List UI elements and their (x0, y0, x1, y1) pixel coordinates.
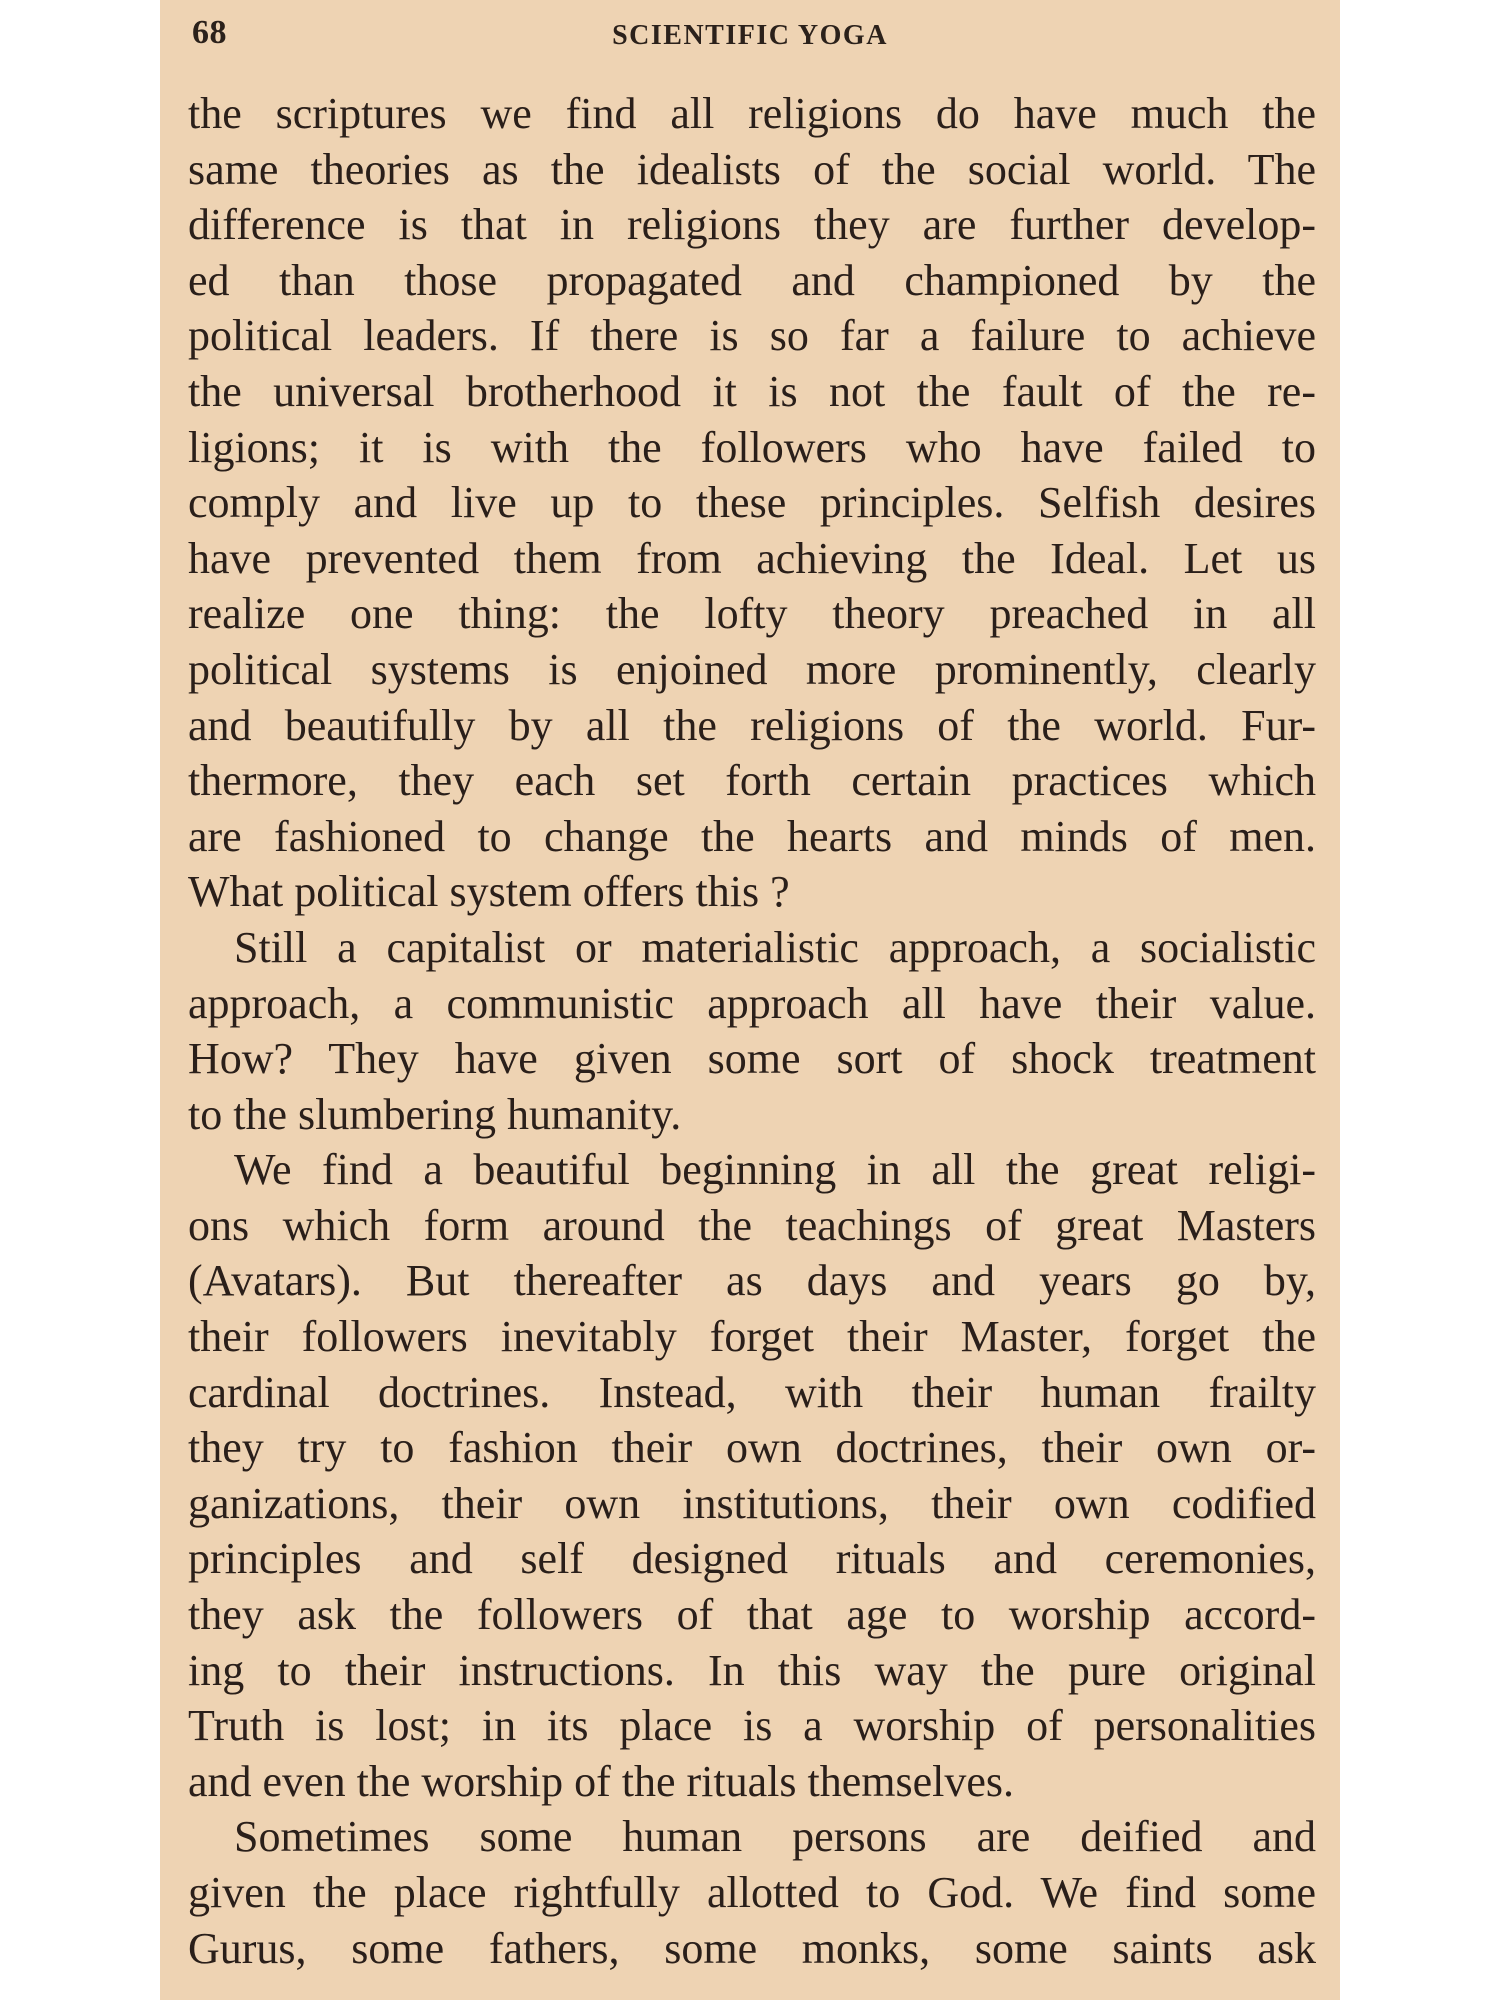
text-line: thermore, they each set forth certain practices which (188, 756, 1316, 806)
text-line: ing to their instructions. In this way the pure original (188, 1645, 1316, 1695)
page-header (192, 14, 1308, 58)
text-line: How? They have given some sort of shock treatment (188, 1034, 1316, 1084)
text-line: We find a beautiful beginning in all the great religi- (234, 1145, 1316, 1195)
paragraph (188, 86, 1316, 920)
text-line: given the place rightfully allotted to God. We find some (188, 1868, 1316, 1917)
text-line: principles and self designed rituals and ceremonies, (188, 1534, 1316, 1584)
text-line: and even the worship of the rituals themselves. (188, 1756, 1015, 1806)
text-line: have prevented them from achieving the Ideal. Let us (188, 533, 1316, 583)
paragraph (188, 1142, 1316, 1809)
text-line: Sometimes some human persons are deified and (234, 1812, 1316, 1862)
text-line: difference is that in religions they are further develop- (188, 200, 1316, 250)
running-title: SCIENTIFIC YOGA (612, 20, 888, 51)
body-text (188, 86, 1316, 1976)
text-line: and beautifully by all the religions of the world. Fur- (188, 700, 1316, 750)
text-line: (Avatars). But thereafter as days and years go by, (188, 1256, 1316, 1306)
book-page (160, 0, 1340, 2000)
text-line: Still a capitalist or materialistic approach, a socialistic (234, 922, 1316, 972)
text-line: Truth is lost; in its place is a worship of personalities (188, 1701, 1316, 1751)
text-line: realize one thing: the lofty theory preached in all (188, 589, 1316, 639)
paragraph (188, 1809, 1316, 1976)
text-line: they ask the followers of that age to worship accord- (188, 1590, 1316, 1640)
text-line: approach, a communistic approach all have their value. (188, 978, 1316, 1028)
paragraph (188, 920, 1316, 1142)
text-line: same theories as the idealists of the social world. The (188, 144, 1316, 194)
text-line: their followers inevitably forget their Master, forget the (188, 1312, 1316, 1362)
text-line: political systems is enjoined more prominently, clearly (188, 644, 1316, 694)
text-line: political leaders. If there is so far a failure to achieve (188, 311, 1316, 361)
text-line: Gurus, some fathers, some monks, some saints ask (188, 1923, 1316, 1973)
text-line: ganizations, their own institutions, their own codified (188, 1478, 1316, 1528)
text-line: the scriptures we find all religions do have much the (188, 89, 1316, 138)
text-line: What political system offers this ? (188, 867, 790, 917)
text-line: are fashioned to change the hearts and minds of men. (188, 811, 1316, 861)
text-line: ons which form around the teachings of great Masters (188, 1200, 1316, 1250)
text-line: they try to fashion their own doctrines, their own or- (188, 1423, 1316, 1473)
text-line: to the slumbering humanity. (188, 1089, 682, 1139)
text-line: ed than those propagated and championed by the (188, 255, 1316, 305)
text-line: the universal brotherhood it is not the fault of the re- (188, 366, 1316, 416)
text-line: cardinal doctrines. Instead, with their human frailty (188, 1367, 1316, 1417)
text-line: ligions; it is with the followers who have failed to (188, 422, 1316, 472)
page-number: 68 (192, 14, 227, 51)
text-line: comply and live up to these principles. Selfish desires (188, 478, 1316, 528)
